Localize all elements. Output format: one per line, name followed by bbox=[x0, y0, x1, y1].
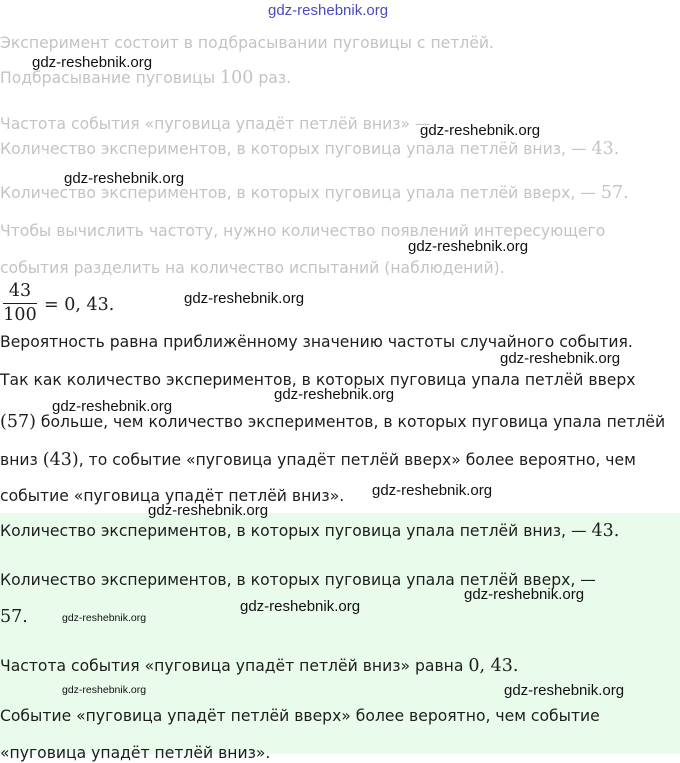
watermark: gdz-reshebnik.org bbox=[504, 682, 625, 699]
watermark: gdz-reshebnik.org bbox=[184, 290, 305, 307]
fraction bbox=[2, 281, 38, 326]
faded-line-2: Подбрасывание пуговицы 100 раз. bbox=[0, 68, 292, 88]
formula-result: = 0, 43. bbox=[44, 295, 115, 315]
watermark: gdz-reshebnik.org bbox=[500, 350, 621, 367]
faded-line-4: Количество экспериментов, в которых пуговица упала петлёй вниз, — 43. bbox=[0, 139, 620, 159]
watermark: gdz-reshebnik.org bbox=[62, 684, 147, 696]
body-line-5: событие «пуговица упадёт петлёй вниз». bbox=[0, 487, 345, 505]
watermark: gdz-reshebnik.org bbox=[240, 598, 361, 615]
top-watermark: gdz-reshebnik.org bbox=[268, 2, 389, 19]
faded-line-3: Частота события «пуговица упадёт петлёй вниз» — bbox=[0, 115, 431, 133]
body-line-1: Вероятность равна приближённому значению частоты случайного события. bbox=[0, 333, 633, 351]
answer-line-5: Событие «пуговица упадёт петлёй вверх» более вероятно, чем событие bbox=[0, 707, 600, 725]
body-line-2: Так как количество экспериментов, в которых пуговица упала петлёй вверх bbox=[0, 371, 636, 389]
watermark: gdz-reshebnik.org bbox=[64, 170, 185, 187]
watermark: gdz-reshebnik.org bbox=[420, 122, 541, 139]
fraction-numerator: 43 bbox=[8, 281, 32, 301]
answer-line-6: «пуговица упадёт петлёй вниз». bbox=[0, 744, 271, 762]
body-line-3: (57) больше, чем количество экспериментов, в которых пуговица упала петлёй bbox=[0, 412, 666, 432]
fraction-denominator: 100 bbox=[3, 305, 37, 326]
watermark: gdz-reshebnik.org bbox=[372, 482, 493, 499]
watermark: gdz-reshebnik.org bbox=[148, 502, 269, 519]
body-line-4: вниз (43), то событие «пуговица упадёт петлёй вверх» более вероятно, чем bbox=[0, 450, 636, 470]
faded-line-6: Чтобы вычислить частоту, нужно количество появлений интересующего bbox=[0, 222, 606, 240]
answer-line-4: Частота события «пуговица упадёт петлёй вниз» равна 0, 43. bbox=[0, 656, 519, 676]
watermark: gdz-reshebnik.org bbox=[62, 612, 147, 624]
faded-line-1: Эксперимент состоит в подбрасывании пуговицы с петлёй. bbox=[0, 34, 494, 52]
faded-line-7: события разделить на количество испытаний (наблюдений). bbox=[0, 259, 505, 277]
watermark: gdz-reshebnik.org bbox=[274, 386, 395, 403]
watermark: gdz-reshebnik.org bbox=[464, 586, 585, 603]
watermark: gdz-reshebnik.org bbox=[32, 54, 153, 71]
watermark: gdz-reshebnik.org bbox=[408, 238, 529, 255]
answer-line-2: Количество экспериментов, в которых пуговица упала петлёй вверх, — bbox=[0, 571, 596, 589]
fraction-bar bbox=[3, 303, 37, 304]
answer-line-3: 57. bbox=[0, 607, 28, 627]
faded-line-5: Количество экспериментов, в которых пуговица упала петлёй вверх, — 57. bbox=[0, 183, 629, 203]
answer-line-1: Количество экспериментов, в которых пуговица упала петлёй вниз, — 43. bbox=[0, 521, 620, 541]
watermark: gdz-reshebnik.org bbox=[52, 398, 173, 415]
